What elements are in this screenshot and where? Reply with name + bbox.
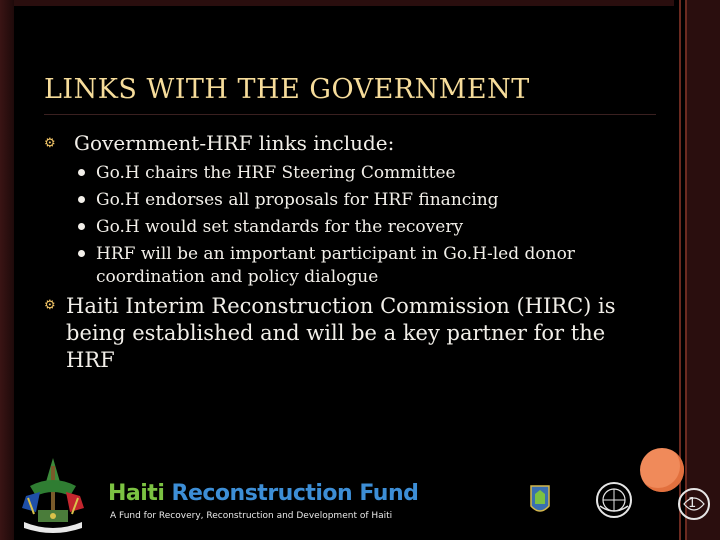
bullet-dot-icon — [78, 250, 85, 257]
logo-word-reconstruction-fund: Reconstruction Fund — [171, 481, 419, 506]
bullet-text: Government-HRF links include: — [74, 131, 395, 155]
sub-bullet-text: Go.H chairs the HRF Steering Committee — [96, 163, 456, 183]
un-emblem-icon — [594, 480, 634, 520]
bullet-dot-icon — [78, 169, 85, 176]
idb-emblem-icon — [529, 484, 551, 516]
haiti-coat-of-arms-icon — [10, 452, 96, 538]
title-divider — [44, 114, 656, 115]
sub-bullet-text: Go.H endorses all proposals for HRF financing — [96, 190, 499, 210]
bullet-marker-icon: ⚙ — [44, 298, 56, 313]
frame-top-border — [0, 0, 720, 6]
sub-bullet-text: HRF will be an important participant in Go.H-led donor coordination and policy dialogue — [96, 244, 575, 287]
bullet-text: Haiti Interim Reconstruction Commission (HIRC) is being established and will be a key partner for the HRF — [66, 294, 616, 372]
haiti-reconstruction-fund-logo — [108, 481, 418, 506]
logo-tagline: A Fund for Recovery, Reconstruction and Development of Haiti — [110, 511, 393, 521]
bullet-dot-icon — [78, 223, 85, 230]
slide-title: LINKS WITH THE GOVERNMENT — [44, 74, 530, 105]
bullet-dot-icon — [78, 196, 85, 203]
logo-word-haiti: Haiti — [108, 481, 165, 506]
page-number: 1 — [688, 496, 697, 511]
sub-bullet-text: Go.H would set standards for the recovery — [96, 217, 464, 237]
bullet-marker-icon: ⚙ — [44, 136, 56, 151]
